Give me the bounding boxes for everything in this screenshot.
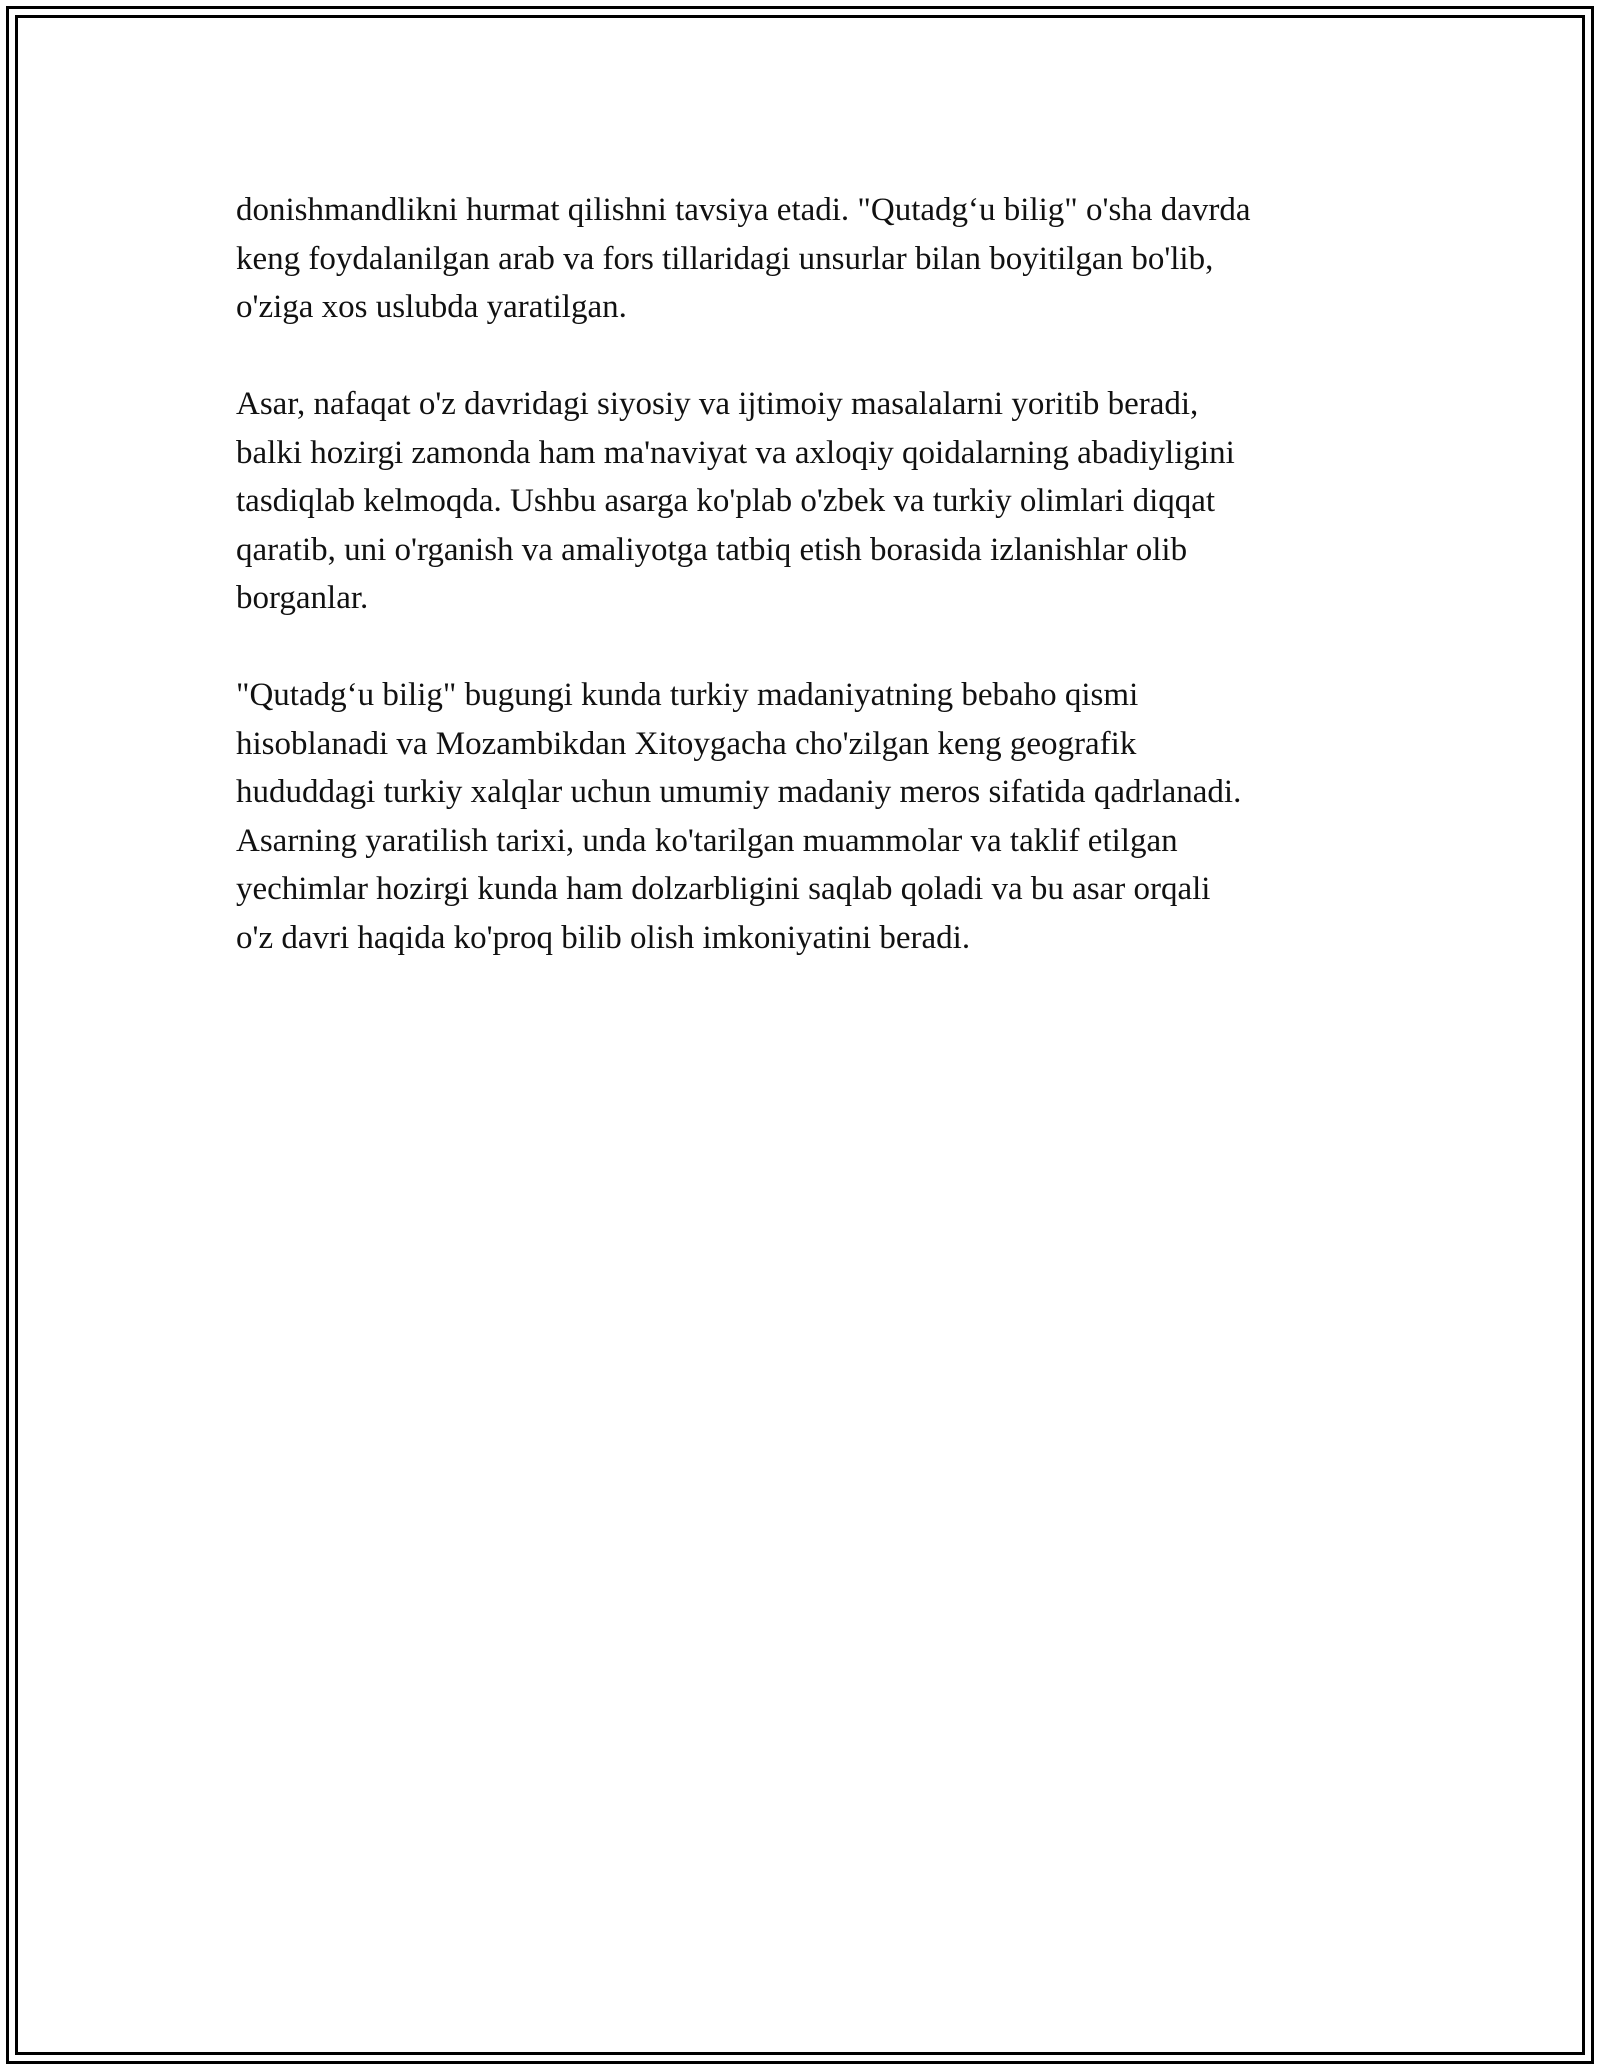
text-line: hisoblanadi va Mozambikdan Xitoygacha cho'zilgan keng geografik [236,725,1137,762]
text-line: o'ziga xos uslubda yaratilgan. [236,289,627,325]
text-line: Asarning yaratilish tarixi, unda ko'tarilgan muammolar va taklif etilgan [236,822,1178,859]
text-line: borganlar. [236,580,369,616]
text-line: Asar, nafaqat o'z davridagi siyosiy va ijtimoiy masalalarni yoritib beradi, [236,386,1199,422]
paragraph-2 [236,380,1376,623]
document-body [236,186,1376,1011]
paragraph-3 [236,671,1376,962]
paragraph-1 [236,186,1376,332]
text-line: balki hozirgi zamonda ham ma'naviyat va axloqiy qoidalarning abadiyligini [236,434,1235,471]
text-line: donishmandlikni hurmat qilishni tavsiya etadi. "Qutadg‘u bilig" o'sha davrda [236,192,1251,228]
text-line: yechimlar hozirgi kunda ham dolzarbligini saqlab qoladi va bu asar orqali [236,871,1211,907]
text-line: tasdiqlab kelmoqda. Ushbu asarga ko'plab o'zbek va turkiy olimlari diqqat [236,483,1216,519]
text-line: "Qutadg‘u bilig" bugungi kunda turkiy madaniyatning bebaho qismi [236,677,1139,713]
text-line: o'z davri haqida ko'proq bilib olish imkoniyatini beradi. [236,919,971,956]
text-line: keng foydalanilgan arab va fors tillaridagi unsurlar bilan boyitilgan bo'lib, [236,240,1214,277]
text-line: qaratib, uni o'rganish va amaliyotga tatbiq etish borasida izlanishlar olib [236,531,1188,568]
text-line: hududdagi turkiy xalqlar uchun umumiy madaniy meros sifatida qadrlanadi. [236,774,1242,810]
